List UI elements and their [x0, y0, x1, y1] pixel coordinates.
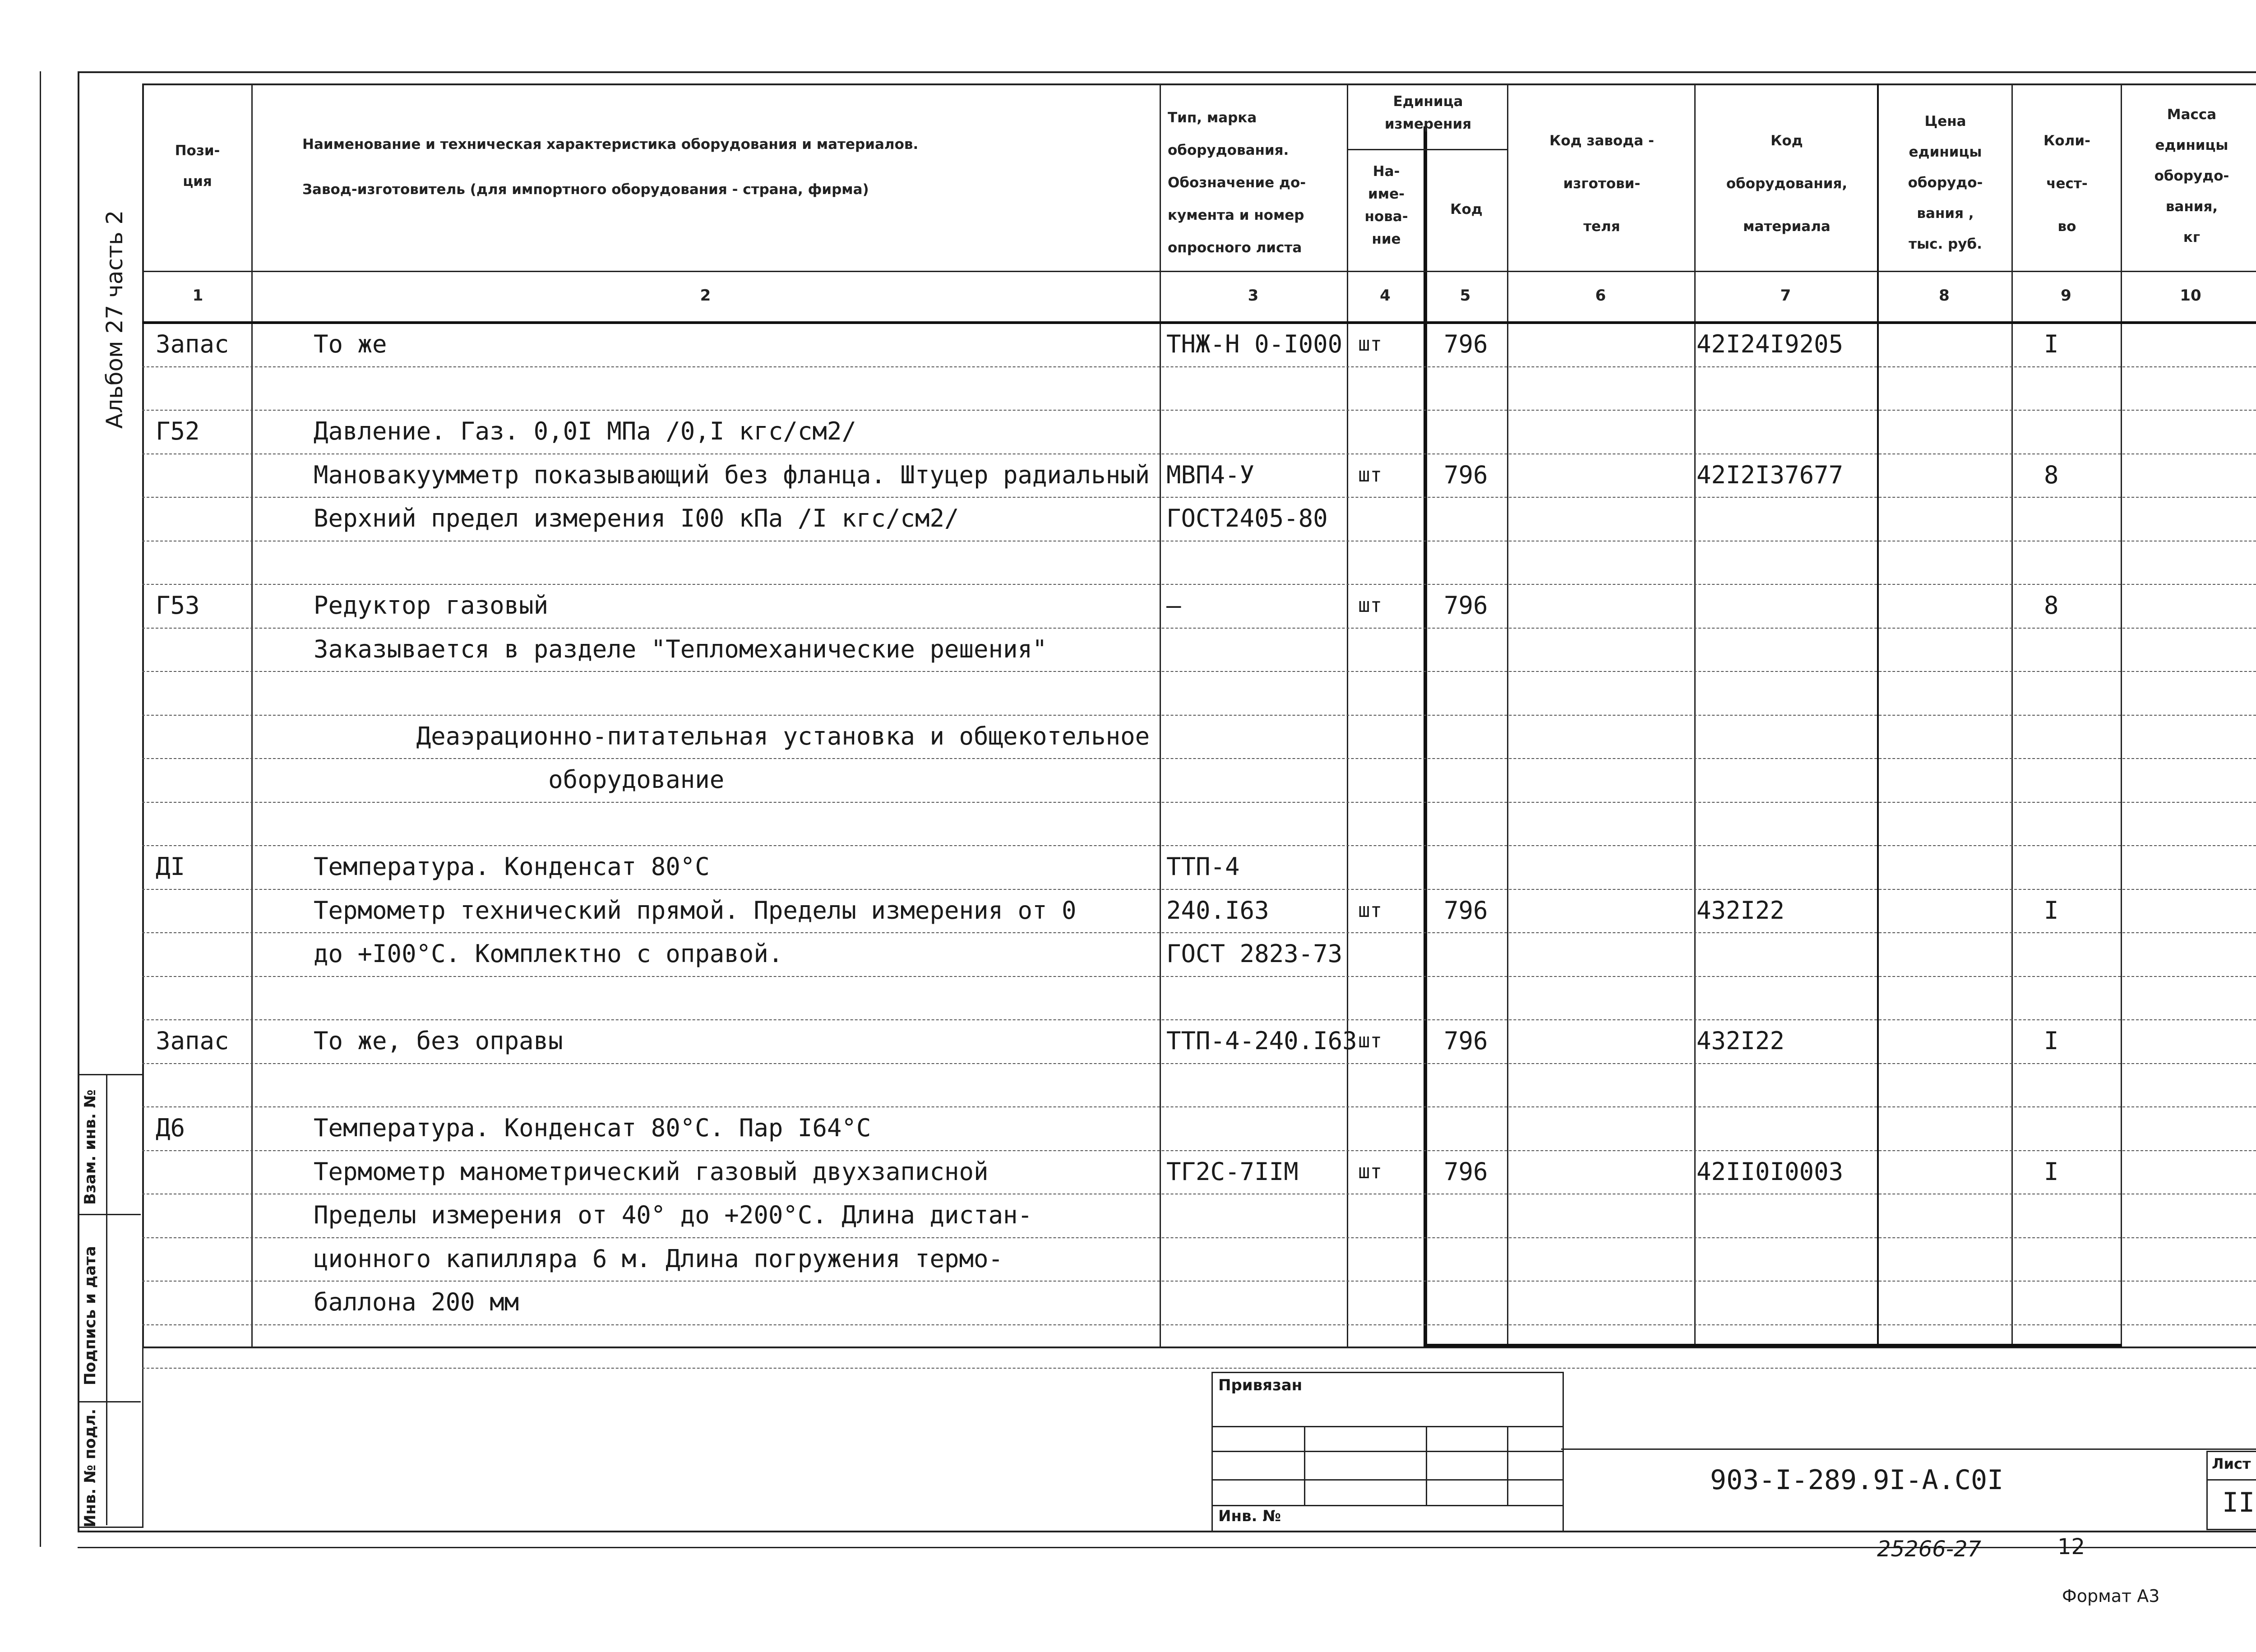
cell-name: Деаэрационно-питательная установка и общекотельное	[314, 722, 1150, 750]
col-number-6: 6	[1595, 287, 1606, 305]
cell-unit-name: шт	[1358, 463, 1382, 486]
row-separator	[142, 1368, 2256, 1369]
cell-name: Давление. Газ. 0,0I МПа /0,I кгс/см2/	[314, 417, 856, 445]
cell-type: ТТП-4-240.I63	[1166, 1027, 1357, 1055]
row-separator	[142, 453, 2256, 454]
col-number-5: 5	[1460, 287, 1471, 305]
titleblock-inv-label: Инв. №	[1218, 1507, 1281, 1525]
cell-position: Запас	[156, 1027, 229, 1055]
sheet-number: II	[2222, 1487, 2255, 1518]
cell-name: оборудование	[314, 765, 725, 794]
cell-unit-code: 796	[1444, 460, 1488, 489]
row-separator	[142, 932, 2256, 933]
col-number-9: 9	[2061, 287, 2071, 305]
cell-position: Запас	[156, 330, 229, 358]
cell-unit-name: шт	[1358, 333, 1382, 356]
header-mass: Масса единицы оборудо- вания, кг	[2154, 106, 2229, 245]
cell-quantity: I	[2044, 1027, 2059, 1055]
sheet-box-divider	[2206, 1479, 2256, 1481]
cell-name: Мановакуумметр показывающий без фланца. Штуцер радиальный	[314, 460, 1150, 489]
cell-position: ДI	[156, 852, 185, 881]
cell-name: Термометр манометрический газовый двухзаписной	[314, 1157, 989, 1186]
cell-name: Термометр технический прямой. Пределы измерения от 0	[314, 896, 1077, 925]
titleblock-line-1	[1211, 1426, 1563, 1427]
cell-equipment-code: 432I22	[1697, 896, 1785, 925]
row-separator	[142, 845, 2256, 846]
col-number-4: 4	[1380, 287, 1391, 305]
col-number-1: 1	[192, 287, 203, 305]
cell-quantity: I	[2044, 1157, 2059, 1186]
stamp-signature-date: Подпись и дата	[81, 1246, 99, 1385]
album-label: Альбом 27 часть 2	[102, 210, 128, 429]
row-separator	[142, 976, 2256, 977]
page-number: 12	[2057, 1534, 2085, 1559]
sheet-label: Лист	[2212, 1455, 2251, 1472]
cell-position: Г53	[156, 591, 200, 620]
cell-name: Верхний предел измерения I00 кПа /I кгс/см2/	[314, 504, 959, 532]
titleblock-vline-3	[1507, 1426, 1508, 1505]
titleblock-line-3	[1211, 1479, 1563, 1481]
row-separator	[142, 1019, 2256, 1020]
row-separator	[142, 1237, 2256, 1238]
row-separator	[142, 1106, 2256, 1107]
col-line-4-bold	[1424, 126, 1427, 1347]
cell-type: 240.I63	[1166, 896, 1269, 925]
cell-name: баллона 200 мм	[314, 1288, 519, 1316]
cell-type: –	[1166, 591, 1181, 620]
row-separator	[142, 584, 2256, 585]
row-separator	[142, 1063, 2256, 1064]
header-plant-code: Код завода - изготови- теля	[1549, 133, 1654, 235]
cell-type: МВП4-У	[1166, 460, 1255, 489]
cell-equipment-code: 42I2I37677	[1697, 460, 1844, 489]
col-number-2: 2	[700, 287, 711, 305]
cell-name: ционного капилляра 6 м. Длина погружения термо-	[314, 1244, 1003, 1273]
header-type: Тип, марка оборудования. Обозначение до- кумента и номер опросного листа	[1168, 110, 1306, 256]
frame-left-edge	[40, 71, 41, 1547]
header-price: Цена единицы оборудо- вания , тыс. руб.	[1908, 113, 1983, 252]
row-separator	[142, 889, 2256, 890]
stamp-original-inv: Инв. № подл.	[81, 1408, 99, 1527]
cell-unit-name: шт	[1358, 1160, 1382, 1183]
cell-unit-name: шт	[1358, 898, 1382, 922]
cell-unit-name: шт	[1358, 1029, 1382, 1052]
cell-name: до +I00°С. Комплектно с оправой.	[314, 939, 783, 968]
header-quantity: Коли- чест- во	[2043, 133, 2090, 235]
cell-equipment-code: 42II0I0003	[1697, 1157, 1844, 1186]
row-separator	[142, 410, 2256, 411]
cell-type: ТНЖ-Н 0-I000	[1166, 330, 1343, 358]
cell-position: Г52	[156, 417, 200, 445]
cell-name: Пределы измерения от 40° до +200°С. Длина дистан-	[314, 1201, 1033, 1229]
cell-unit-code: 796	[1444, 896, 1488, 925]
stamp-divider-1	[78, 1214, 141, 1215]
cell-name: Температура. Конденсат 80°С	[314, 852, 710, 881]
cell-unit-code: 796	[1444, 591, 1488, 620]
stamp-replace-inv: Взам. инв. №	[81, 1089, 99, 1205]
unit-header-line	[1347, 149, 1507, 150]
cell-unit-code: 796	[1444, 1027, 1488, 1055]
cell-name: То же, без оправы	[314, 1027, 563, 1055]
row-separator	[142, 715, 2256, 716]
number-row-bottom-line	[142, 321, 2256, 324]
col-number-7: 7	[1780, 287, 1791, 305]
col-number-10: 10	[2180, 287, 2201, 305]
cell-name: Температура. Конденсат 80°С. Пар I64°С	[314, 1114, 871, 1142]
cell-quantity: 8	[2044, 460, 2059, 489]
header-equipment-code: Код оборудования, материала	[1726, 133, 1848, 235]
cell-name: Заказывается в разделе "Тепломеханические решения"	[314, 634, 1047, 663]
col-number-8: 8	[1939, 287, 1950, 305]
row-separator	[142, 758, 2256, 759]
row-separator	[142, 497, 2256, 498]
header-bottom-line	[142, 271, 2256, 272]
header-name: Наименование и техническая характеристика оборудования и материалов. Завод-изготовитель (для импортного оборудования - страна, фирма)	[302, 136, 919, 198]
titleblock-vline-1	[1304, 1426, 1305, 1505]
stamp-inner-line	[106, 1074, 107, 1525]
titleblock-attached-label: Привязан	[1218, 1376, 1303, 1394]
header-unit-name: На- име- нова- ние	[1364, 163, 1408, 247]
titleblock-line-2	[1211, 1451, 1563, 1452]
table-bottom-bold	[1424, 1344, 2122, 1347]
cell-quantity: 8	[2044, 591, 2059, 620]
cell-unit-code: 796	[1444, 330, 1488, 358]
row-separator	[142, 366, 2256, 367]
stamp-number: 25266-27	[1877, 1536, 1982, 1562]
cell-unit-code: 796	[1444, 1157, 1488, 1186]
col-number-3: 3	[1248, 287, 1259, 305]
cell-position: Д6	[156, 1114, 185, 1142]
titleblock-vline-2	[1426, 1426, 1427, 1505]
row-separator	[142, 671, 2256, 672]
titleblock-code-top	[1561, 1448, 2256, 1450]
stamp-divider-2	[78, 1401, 141, 1402]
cell-type: ГОСТ 2823-73	[1166, 939, 1343, 968]
cell-name: То же	[314, 330, 387, 358]
cell-equipment-code: 42I24I9205	[1697, 330, 1844, 358]
cell-name: Редуктор газовый	[314, 591, 549, 620]
titleblock-line-4	[1211, 1505, 1563, 1506]
row-separator	[142, 1281, 2256, 1282]
row-separator	[142, 628, 2256, 629]
cell-type: ТТП-4	[1166, 852, 1240, 881]
cell-unit-name: шт	[1358, 594, 1382, 617]
cell-type: ТГ2С-7IIМ	[1166, 1157, 1299, 1186]
header-unit-code: Код	[1450, 201, 1483, 217]
row-separator	[142, 1324, 2256, 1325]
document-code: 903-I-289.9I-A.C0I	[1710, 1464, 2004, 1496]
cell-quantity: I	[2044, 330, 2059, 358]
row-separator	[142, 802, 2256, 803]
cell-quantity: I	[2044, 896, 2059, 925]
row-separator	[142, 1150, 2256, 1151]
format-label: Формат А3	[2062, 1586, 2160, 1606]
cell-type: ГОСТ2405-80	[1166, 504, 1328, 532]
header-unit: Единица измерения	[1384, 93, 1472, 132]
cell-equipment-code: 432I22	[1697, 1027, 1785, 1055]
header-position: Пози- ция	[175, 143, 220, 190]
